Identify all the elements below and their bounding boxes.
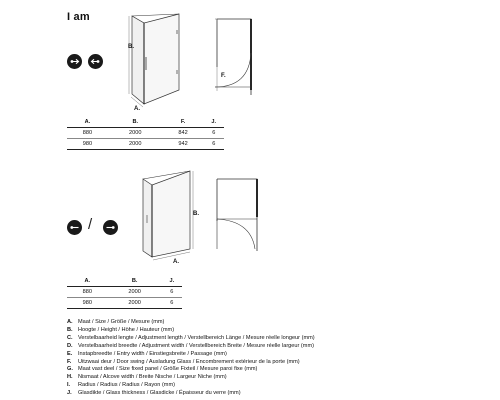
legend-key: I. (67, 382, 71, 389)
legend-item (67, 351, 315, 359)
legend-text: Uitzwaai deur / Door swing / Ausladung Glass / Encombrement extérieur de la porte (mm) (78, 358, 300, 365)
door-right-arrow-icon (88, 54, 103, 69)
legend-text: Glasdikte / Glass thickness / Glasdicke / Épaisseur du verre (mm) (78, 390, 241, 397)
legend-key: B. (67, 326, 73, 333)
table-cell: 6 (162, 287, 182, 298)
table-cell: 2000 (108, 287, 162, 298)
fixed-panel-right-icon (103, 220, 118, 235)
legend-text: Verstelbaarheid lengte / Adjustment length / Verstellbereich Länge / Mesure réelle longeur (mm) (78, 334, 315, 341)
legend-key: E. (67, 350, 73, 357)
table-cell: 980 (67, 139, 108, 150)
legend-key: C. (67, 334, 73, 341)
legend-text: Hoogte / Height / Höhe / Hauteur (mm) (78, 326, 175, 333)
door-perspective-drawing (120, 10, 180, 110)
legend-key: J. (67, 390, 72, 397)
table-header: A. (67, 276, 108, 287)
fixed-panel-plan-drawing (205, 175, 265, 255)
legend-item (67, 382, 315, 390)
page-title: I am (67, 11, 90, 23)
legend-item (67, 366, 315, 374)
table-header: J. (204, 117, 225, 128)
table-cell: 842 (163, 128, 204, 139)
table-cell: 880 (67, 128, 108, 139)
table-cell: 6 (204, 128, 225, 139)
legend-item (67, 343, 315, 351)
table-cell: 2000 (108, 139, 163, 150)
table-cell: 942 (163, 139, 204, 150)
legend-text: Instapbreedte / Entry width / Einstiegsbreite / Passage (mm) (78, 350, 227, 357)
dimension-label-b: B. (128, 44, 134, 50)
table-header: F. (163, 117, 204, 128)
legend-item (67, 374, 315, 382)
table-row (67, 298, 182, 309)
fixed-panel-left-icon (67, 220, 82, 235)
legend-text: Maat / Size / Größe / Mesure (mm) (78, 319, 165, 325)
table-header: A. (67, 117, 108, 128)
legend-key: A. (67, 319, 73, 325)
legend-item (67, 359, 315, 367)
door-plan-drawing (205, 15, 265, 95)
table-cell: 2000 (108, 128, 163, 139)
legend-text: Radius / Radius / Radius / Rayon (mm) (78, 382, 175, 389)
legend (67, 319, 315, 398)
table-header-row (67, 276, 182, 287)
table-row (67, 128, 224, 139)
table-header: B. (108, 117, 163, 128)
table-row (67, 287, 182, 298)
legend-text: Nismaat / Alcove width / Breite Nische / Largeur Niche (mm) (78, 374, 227, 381)
dimension-label-f: F. (221, 73, 226, 79)
table-cell: 980 (67, 298, 108, 309)
table-cell: 2000 (108, 298, 162, 309)
table-row (67, 139, 224, 150)
fixed-panel-perspective-drawing (135, 165, 205, 265)
table-header: J. (162, 276, 182, 287)
door-left-arrow-icon (67, 54, 82, 69)
dimension-label-a: A. (173, 259, 179, 265)
legend-item (67, 319, 315, 327)
legend-text: Maat vast deel / Size fixed panel / Größe Fixteil / Mesure paroi fixe (mm) (78, 366, 258, 373)
legend-item (67, 390, 315, 398)
table-header: B. (108, 276, 162, 287)
legend-item (67, 327, 315, 335)
dimensions-table-1 (67, 117, 224, 150)
divider-slash: / (88, 216, 93, 233)
legend-text: Verstelbaarheid breedte / Adjustment width / Verstellbereich Breite / Mesure réelle largeur (mm) (78, 342, 314, 349)
table-cell: 6 (204, 139, 225, 150)
dimension-label-a: A. (134, 106, 140, 112)
dimensions-table-2 (67, 276, 182, 309)
legend-key: G. (67, 366, 73, 373)
legend-key: H. (67, 374, 73, 381)
legend-key: F. (67, 358, 72, 365)
table-header-row (67, 117, 224, 128)
table-cell: 6 (162, 298, 182, 309)
legend-item (67, 335, 315, 343)
table-cell: 880 (67, 287, 108, 298)
dimension-label-b: B. (193, 211, 199, 217)
legend-key: D. (67, 342, 73, 349)
